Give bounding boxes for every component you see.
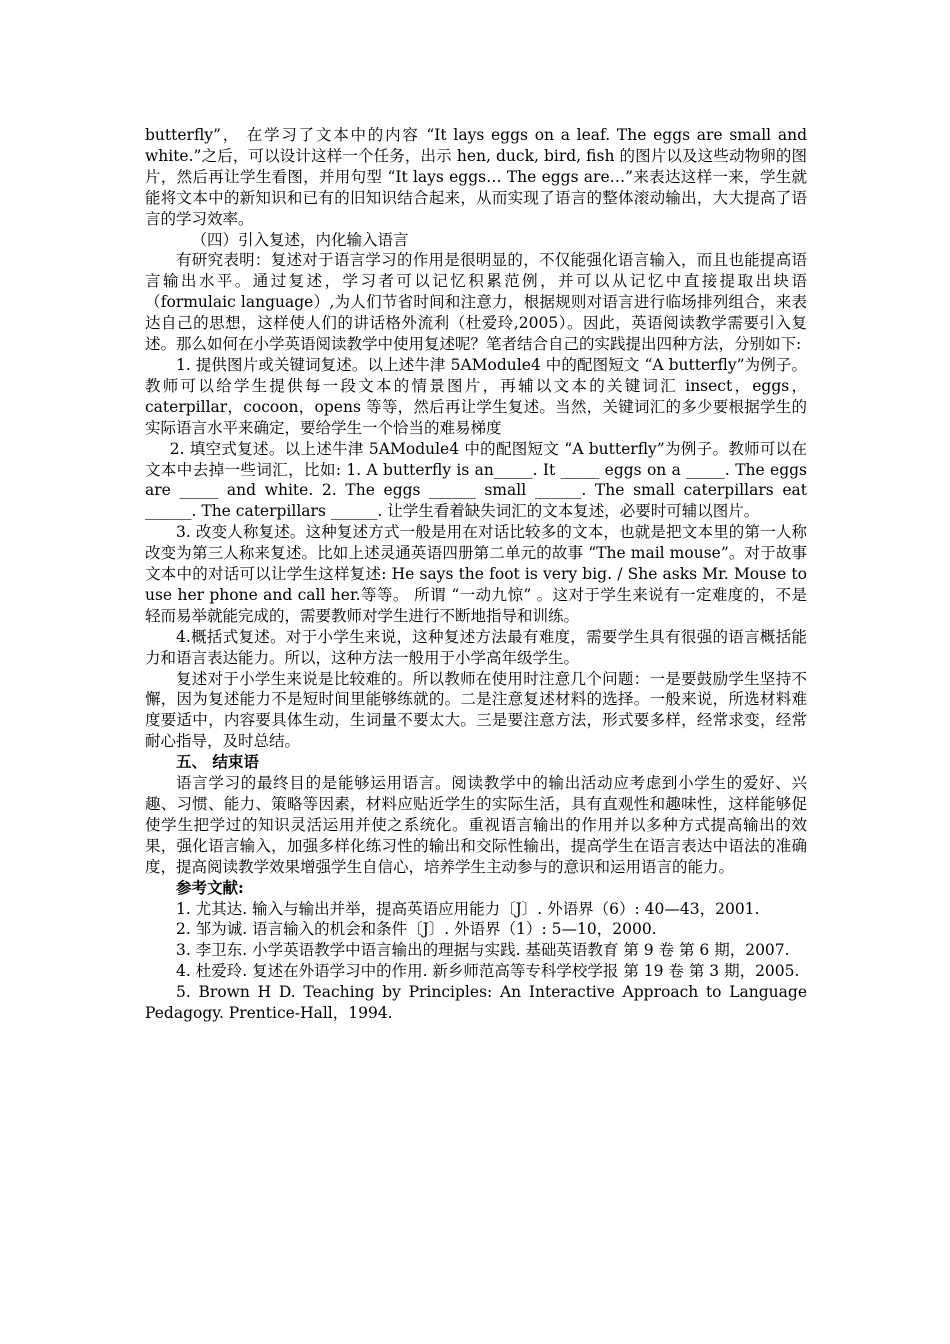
reference-item: 5. Brown H D. Teaching by Principles: An Interactive Approach to Language Pedagogy. Prentice-Hall，1994. bbox=[145, 983, 807, 1023]
reference-item: 4. 杜爱玲. 复述在外语学习中的作用. 新乡师范高等专科学校学报 第 19 卷 第 3 期，2005. bbox=[176, 962, 800, 981]
paragraph-retelling-notes: 复述对于小学生来说是比较难的。所以教师在使用时注意几个问题：一是要鼓励学生坚持不懈，因为复述能力不是短时间里能够练就的。二是注意复述材料的选择。一般来说，所选材料难度要适中，内容要具体生动，生词量不要太大。三是要注意方法，形式要多样，经常求变，经常耐心指导，及时总结。 bbox=[145, 669, 807, 751]
paragraph-method-change-person: 3. 改变人称复述。这种复述方式一般是用在对话比较多的文本，也就是把文本里的第一人称改变为第三人称来复述。比如上述灵通英语四册第二单元的故事 “The mail mouse”。对于故事文本中的对话可以让学生这样复述: He says the foot is very big. / She asks Mr. Mouse to use her phone and call her.等等。 所谓 “一动九惊” 。这对于学生来说有一定难度的，不是轻而易举就能完成的，需要教师对学生进行不断地指导和训练。 bbox=[145, 523, 807, 625]
paragraph-retelling-research: 有研究表明：复述对于语言学习的作用是很明显的，不仅能强化语言输入，而且也能提高语言输出水平。通过复述，学习者可以记忆积累范例，并可以从记忆中直接提取出块语（formulaic language）,为人们节省时间和注意力，根据规则对语言进行临场排列组合，来表达自己的思想，这样使人们的讲话格外流利（杜爱玲,2005）。因此，英语阅读教学需要引入复述。那么如何在小学英语阅读教学中使用复述呢？笔者结合自己的实践提出四种方法，分别如下: bbox=[145, 251, 807, 354]
conclusion-text: 语言学习的最终目的是能够运用语言。阅读教学中的输出活动应考虑到小学生的爱好、兴趣、习惯、能力、策略等因素，材料应贴近学生的实际生活，具有直观性和趣味性，这样能够促使学生把学过的知识灵活运用并使之系统化。重视语言输出的作用并以多种方式提高输出的效果，强化语言输入，加强多样化练习性的输出和交际性输出，提高学生在语言表达中语法的准确度，提高阅读教学效果增强学生自信心，培养学生主动参与的意识和运用语言的能力。 bbox=[145, 774, 807, 876]
paragraph-method-pictures-keywords: 1. 提供图片或关键词复述。以上述牛津 5AModule4 中的配图短文 “A butterfly”为例子。教师可以给学生提供每一段文本的情景图片，再辅以文本的关键词汇 insect，eggs，caterpillar，cocoon，opens 等等，然后再让学生复述。当然，关键词汇的多少要根据学生的实际语言水平来确定，要给学生一个恰当的难易梯度 bbox=[145, 355, 807, 437]
reference-item: 3. 李卫东. 小学英语教学中语言输出的理据与实践. 基础英语教育 第 9 卷 第 6 期，2007. bbox=[176, 941, 790, 960]
document-page bbox=[145, 125, 807, 1024]
paragraph-butterfly-task: butterfly”， 在学习了文本中的内容 “It lays eggs on a leaf. The eggs are small and white.”之后，可以设计这样一个任务，出示 hen, duck, bird, fish 的图片以及这些动物卵的图片，然后再让学生看图，并用句型 “It lays eggs… The eggs are…”来表达这样一来，学生就能将文本中的新知识和已有的旧知识结合起来，从而实现了语言的整体滚动输出，大大提高了语言的学习效率。 bbox=[145, 126, 807, 228]
paragraph-method-fill-blank: 2. 填空式复述。以上述牛津 5AModule4 中的配图短文 “A butterfly”为例子。教师可以在文本中去掉一些词汇，比如: 1. A butterfly is an_____. It _____ eggs on a _____. The eggs are _____ and white. 2. The eggs ______ small ______. The small caterpillars eat ______. The caterpillars ______. 让学生看着缺失词汇的文本复述，必要时可辅以图片。 bbox=[145, 439, 807, 521]
reference-item: 1. 尤其达. 输入与输出并举，提高英语应用能力〔J〕. 外语界（6）: 40—43，2001. bbox=[176, 899, 760, 918]
reference-item: 2. 邹为诚. 语言输入的机会和条件〔J〕. 外语界（1）: 5—10，2000. bbox=[176, 920, 657, 939]
section-heading-retelling: （四）引入复述，内化输入语言 bbox=[191, 230, 409, 249]
conclusion-heading: 五、 结束语 bbox=[176, 752, 259, 772]
references-heading: 参考文献: bbox=[176, 877, 244, 897]
paragraph-method-summary: 4.概括式复述。对于小学生来说，这种复述方法最有难度，需要学生具有很强的语言概括能力和语言表达能力。所以，这种方法一般用于小学高年级学生。 bbox=[145, 627, 807, 667]
